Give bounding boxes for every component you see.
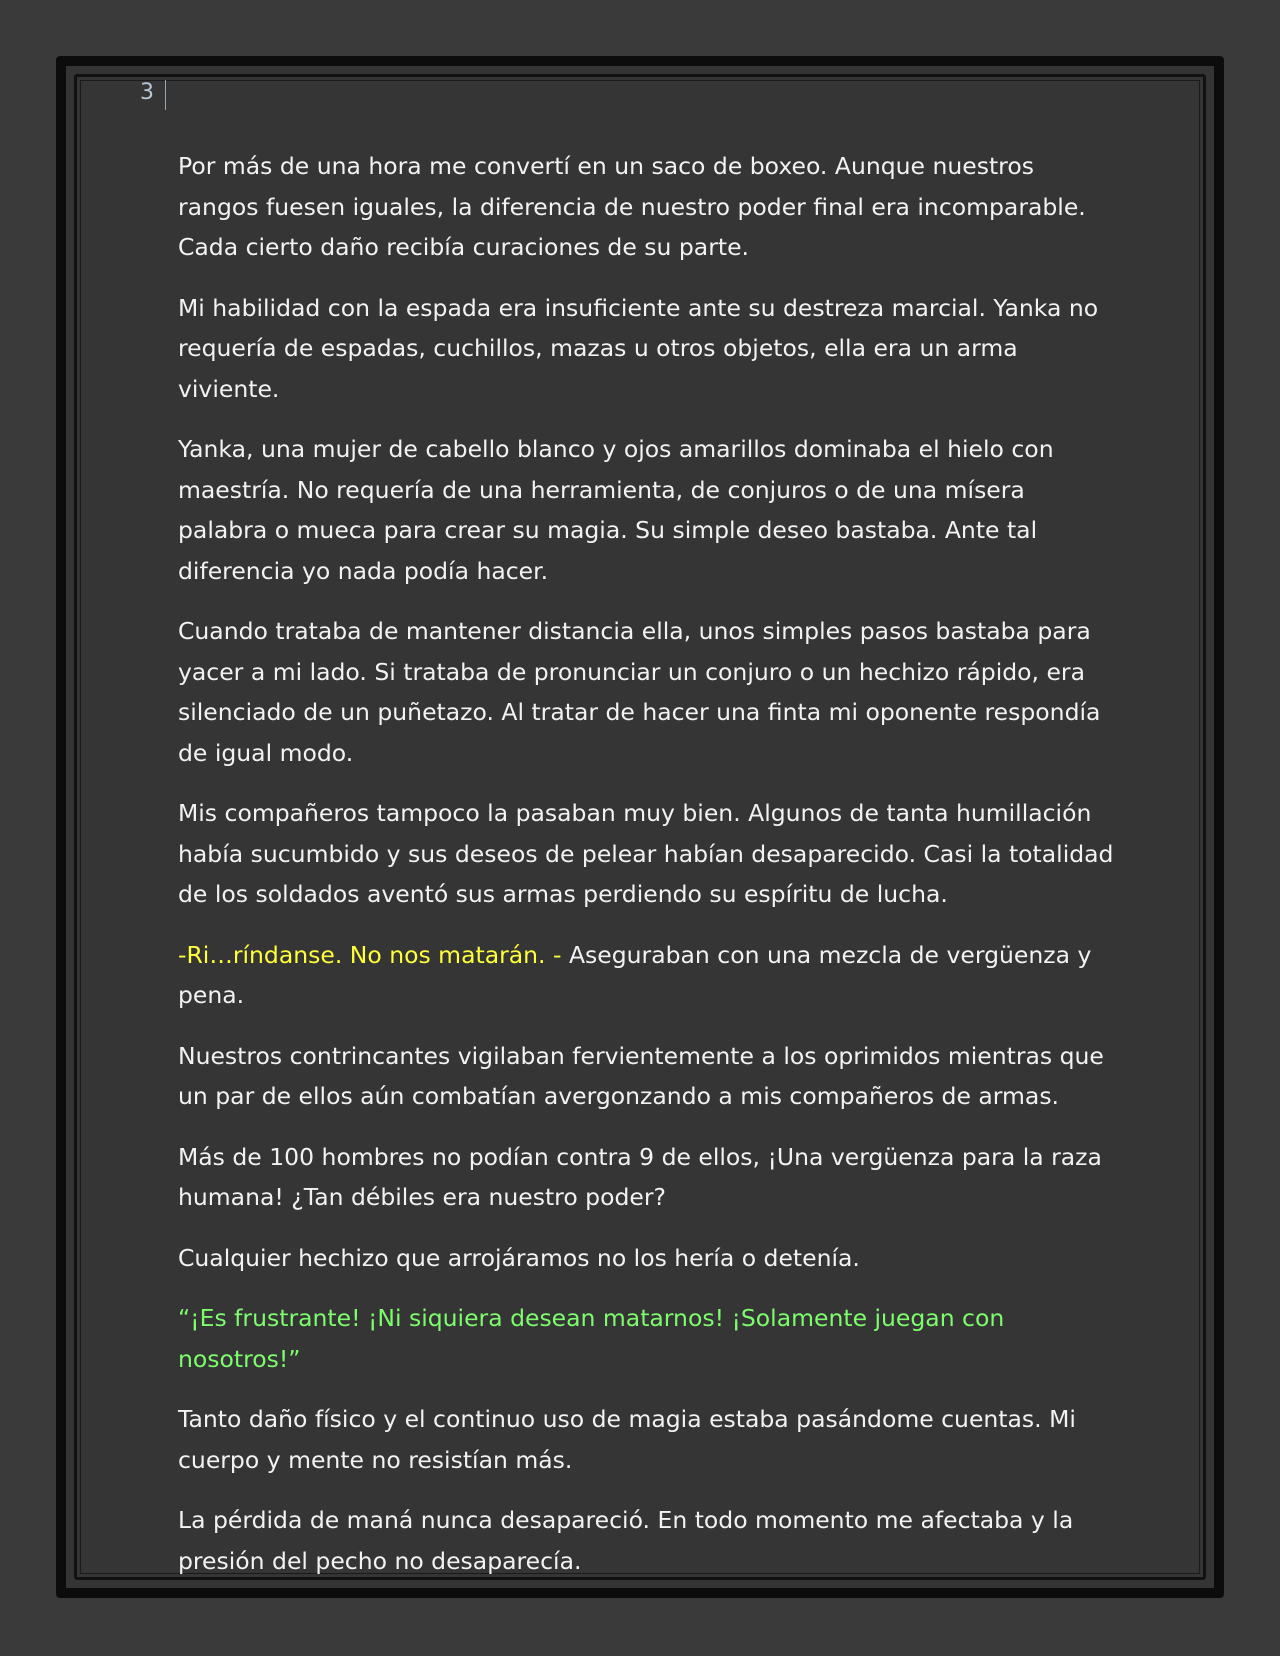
paragraph-5: Mis compañeros tampoco la pasaban muy bien. Algunos de tanta humillación había sucumbido y sus deseos de pelear habían desaparecido. Casi la totalidad de los soldados aventó sus armas perdiendo su espíritu de lucha. — [178, 799, 1114, 908]
thought-line: “¡Es frustrante! ¡Ni siquiera desean matarnos! ¡Solamente juegan con nosotros!” — [178, 1304, 1005, 1373]
paragraph-7: Nuestros contrincantes vigilaban fervientemente a los oprimidos mientras que un par de ellos aún combatían avergonzando a mis compañeros de armas. — [178, 1041, 1104, 1110]
document-body — [178, 146, 1118, 1601]
paragraph-9: Cualquier hechizo que arrojáramos no los hería o detenía. — [178, 1243, 860, 1272]
dialogue-line: -Ri…ríndanse. No nos matarán. - — [178, 940, 562, 969]
dialogue-narration: Aseguraban con una mezcla de vergüenza y pena. — [178, 940, 1092, 1009]
paragraph-6 — [178, 935, 1118, 1016]
paragraph-11: Tanto daño físico y el continuo uso de magia estaba pasándome cuentas. Mi cuerpo y mente no resistían más. — [178, 1405, 1076, 1474]
paragraph-3: Yanka, una mujer de cabello blanco y ojos amarillos dominaba el hielo con maestría. No requería de una herramienta, de conjuros o de una mísera palabra o mueca para crear su magia. Su simple deseo bastaba. Ante tal diferencia yo nada podía hacer. — [178, 435, 1054, 585]
paragraph-2: Mi habilidad con la espada era insuficiente ante su destreza marcial. Yanka no requería de espadas, cuchillos, mazas u otros objetos, ella era un arma viviente. — [178, 293, 1099, 403]
page-number-divider — [165, 80, 166, 110]
paragraph-4: Cuando trataba de mantener distancia ella, unos simples pasos bastaba para yacer a mi lado. Si trataba de pronunciar un conjuro o un hechizo rápido, era silenciado de un puñetazo. Al tratar de hacer una finta mi oponente respondía de igual modo. — [178, 617, 1101, 767]
page-number: 3 — [140, 80, 154, 105]
paragraph-1: Por más de una hora me convertí en un saco de boxeo. Aunque nuestros rangos fuesen iguales, la diferencia de nuestro poder final era incomparable. Cada cierto daño recibía curaciones de su parte. — [178, 152, 1086, 261]
paragraph-8: Más de 100 hombres no podían contra 9 de ellos, ¡Una vergüenza para la raza humana! ¿Tan débiles era nuestro poder? — [178, 1142, 1102, 1211]
paragraph-12: La pérdida de maná nunca desapareció. En todo momento me afectaba y la presión del pecho no desaparecía. — [178, 1506, 1074, 1575]
